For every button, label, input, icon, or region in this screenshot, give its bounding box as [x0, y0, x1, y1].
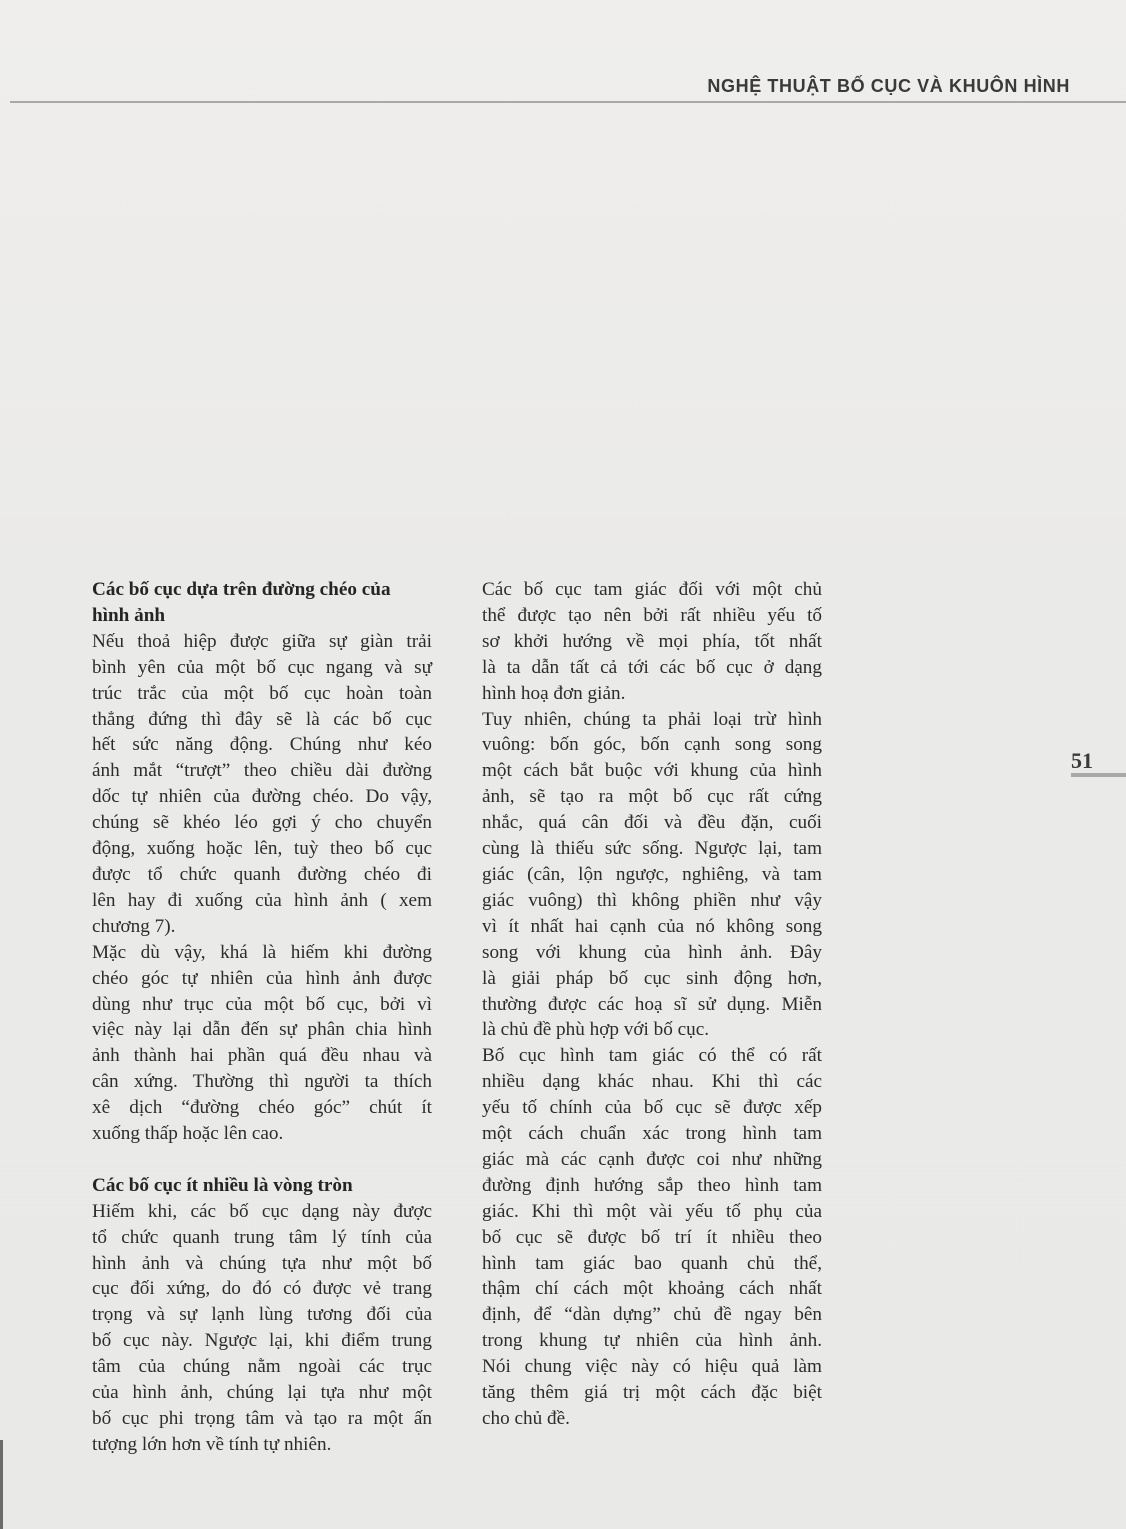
body-line: hết sức năng động. Chúng như kéo: [92, 734, 432, 756]
body-line: được tổ chức quanh đường chéo đi: [92, 863, 432, 885]
body-line: trúc trắc của một bố cục hoàn toàn: [92, 682, 432, 704]
body-line: thậm chí cách một khoảng cách nhất: [482, 1278, 822, 1300]
body-line: hình ảnh và chúng tựa như một bố: [92, 1252, 432, 1274]
body-line: xê dịch “đường chéo góc” chút ít: [92, 1097, 432, 1119]
left-column: [92, 577, 432, 1458]
page-number: 51: [1071, 748, 1093, 773]
body-line: là chủ đề phù hợp với bố cục.: [482, 1019, 710, 1041]
body-line: định, để “dàn dựng” chủ đề ngay bên: [482, 1304, 822, 1326]
body-line: một cách bắt buộc với khung của hình: [482, 760, 822, 782]
body-line: Nếu thoả hiệp được giữa sự giàn trải: [92, 630, 432, 652]
body-line: lên hay đi xuống của hình ảnh ( xem: [92, 889, 432, 911]
body-line: bình yên của một bố cục ngang và sự: [92, 656, 432, 678]
body-line: thẳng đứng thì đây sẽ là các bố cục: [92, 708, 432, 730]
body-line: vì ít nhất hai cạnh của nó không song: [482, 915, 822, 937]
body-line: ảnh thành hai phần quá đều nhau và: [92, 1045, 432, 1067]
section-heading-diagonal-cont: hình ảnh: [92, 604, 166, 626]
body-line: bố cục này. Ngược lại, khi điểm trung: [92, 1330, 432, 1352]
body-line: giác vuông) thì không phiền như vậy: [482, 889, 822, 911]
page-edge-mark: [0, 1440, 3, 1529]
body-line: của hình ảnh, chúng lại tựa như một: [92, 1382, 432, 1404]
body-line: là ta dẫn tất cả tới các bố cục ở dạng: [482, 656, 822, 678]
body-line: nhiều dạng khác nhau. Khi thì các: [482, 1071, 822, 1093]
body-line: dốc tự nhiên của đường chéo. Do vậy,: [92, 786, 432, 808]
body-line: cân xứng. Thường thì người ta thích: [92, 1071, 432, 1093]
body-line: dùng như trục của một bố cục, bởi vì: [92, 993, 432, 1015]
body-line: cho chủ đề.: [482, 1408, 570, 1429]
body-line: tâm của chúng nằm ngoài các trục: [92, 1356, 432, 1378]
section-heading-diagonal: Các bố cục dựa trên đường chéo của: [92, 579, 391, 600]
body-line: nhắc, quá cân đối và đều đặn, cuối: [482, 812, 822, 834]
body-line: hình tam giác bao quanh chủ thể,: [482, 1252, 822, 1274]
body-line: bố cục sẽ được bố trí ít nhiều theo: [482, 1226, 822, 1248]
body-line: một cách chuẩn xác trong hình tam: [482, 1123, 822, 1145]
body-line: Tuy nhiên, chúng ta phải loại trừ hình: [482, 708, 822, 730]
body-line: hình hoạ đơn giản.: [482, 682, 626, 704]
body-line: cùng là thiếu sức sống. Ngược lại, tam: [482, 838, 822, 860]
body-line: trọng và sự lạnh lùng tương đối của: [92, 1304, 432, 1326]
body-line: giác mà các cạnh được coi như những: [482, 1148, 822, 1170]
body-line: chéo góc tự nhiên của hình ảnh được: [92, 967, 432, 989]
body-line: vuông: bốn góc, bốn cạnh song song: [482, 734, 822, 756]
right-column: [482, 577, 822, 1432]
header-rule: [10, 101, 1126, 103]
body-line: xuống thấp hoặc lên cao.: [92, 1123, 284, 1145]
page-number-rule: [1071, 773, 1126, 777]
body-line: giác. Khi thì một vài yếu tố phụ của: [482, 1200, 822, 1222]
body-line: chương 7).: [92, 915, 176, 937]
body-line: song với khung của hình ảnh. Đây: [482, 941, 822, 963]
body-line: trong khung tự nhiên của hình ảnh.: [482, 1330, 822, 1352]
body-line: tổ chức quanh trung tâm lý tính của: [92, 1226, 432, 1248]
body-line: Hiếm khi, các bố cục dạng này được: [92, 1200, 432, 1222]
body-line: chúng sẽ khéo léo gợi ý cho chuyển: [92, 812, 432, 834]
body-line: động, xuống hoặc lên, tuỳ theo bố cục: [92, 838, 432, 860]
running-header: NGHỆ THUẬT BỐ CỤC VÀ KHUÔN HÌNH: [707, 76, 1070, 96]
body-line: là giải pháp bố cục sinh động hơn,: [482, 967, 822, 989]
section-heading-circle: Các bố cục ít nhiều là vòng tròn: [92, 1174, 353, 1196]
body-line: đường định hướng sắp theo hình tam: [482, 1174, 822, 1196]
body-line: sơ khởi hướng về mọi phía, tốt nhất: [482, 630, 822, 652]
body-line: Nói chung việc này có hiệu quả làm: [482, 1356, 822, 1378]
body-line: bố cục phi trọng tâm và tạo ra một ấn: [92, 1407, 432, 1429]
body-line: giác (cân, lộn ngược, nghiêng, và tam: [482, 863, 822, 885]
body-line: Bố cục hình tam giác có thể có rất: [482, 1045, 822, 1067]
body-line: ánh mắt “trượt” theo chiều dài đường: [92, 760, 432, 782]
body-line: thường được các hoạ sĩ sử dụng. Miễn: [482, 993, 822, 1015]
paragraph-gap: [92, 1147, 432, 1173]
body-line: ảnh, sẽ tạo ra một bố cục rất cứng: [482, 786, 822, 808]
body-line: thể được tạo nên bởi rất nhiều yếu tố: [482, 604, 822, 626]
body-line: cục đối xứng, do đó có được vẻ trang: [92, 1278, 432, 1300]
body-line: tăng thêm giá trị một cách đặc biệt: [482, 1382, 822, 1404]
body-line: yếu tố chính của bố cục sẽ được xếp: [482, 1097, 822, 1119]
body-line: Các bố cục tam giác đối với một chủ: [482, 579, 822, 600]
body-line: việc này lại dẫn đến sự phân chia hình: [92, 1019, 432, 1041]
body-line: tượng lớn hơn về tính tự nhiên.: [92, 1433, 332, 1455]
body-line: Mặc dù vậy, khá là hiếm khi đường: [92, 941, 432, 963]
